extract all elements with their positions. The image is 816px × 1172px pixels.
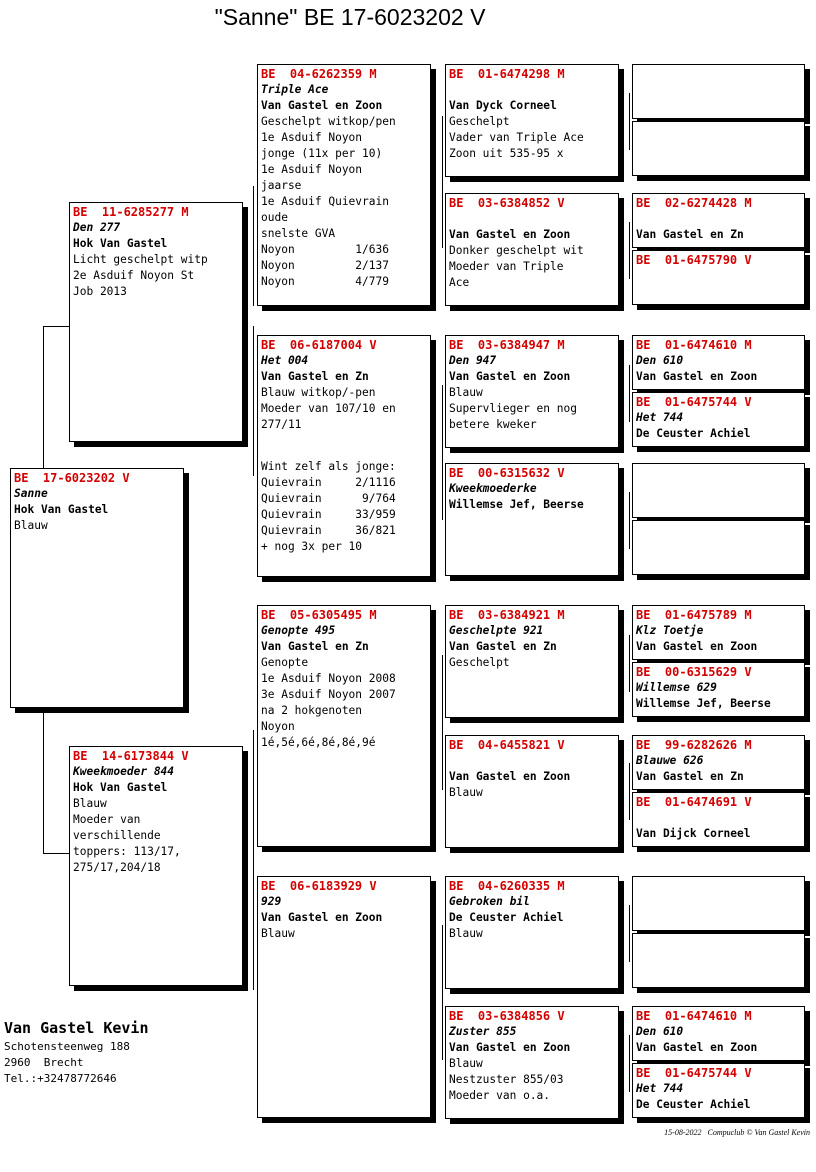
connector-line [629, 1035, 630, 1092]
pigeon-card-gen5[interactable] [632, 1063, 805, 1118]
pigeon-name [636, 211, 801, 227]
pigeon-card-gen5[interactable] [632, 64, 805, 119]
ring-number: BE 02-6274428 M [636, 196, 752, 210]
pigeon-detail: 3e Asduif Noyon 2007 [261, 688, 396, 701]
pigeon-card-fmm[interactable] [445, 463, 619, 576]
pigeon-detail: Moeder van [73, 813, 141, 826]
connector-line [629, 222, 630, 279]
pigeon-detail: jonge (11x per 10) [261, 147, 383, 160]
pigeon-card-gen5[interactable] [632, 735, 805, 790]
pigeon-detail: Nestzuster 855/03 [449, 1073, 564, 1086]
pigeon-detail: 2e Asduif Noyon St [73, 269, 195, 282]
pigeon-owner: De Ceuster Achiel [636, 1098, 751, 1111]
pigeon-detail: 1é,5é,6é,8é,8é,9é [261, 736, 376, 749]
pigeon-name: 929 [261, 895, 282, 908]
pigeon-card-subject[interactable] [10, 468, 184, 708]
pigeon-name [636, 810, 801, 826]
pigeon-detail: Job 2013 [73, 285, 127, 298]
pigeon-detail: Blauw [261, 927, 295, 940]
pigeon-detail: Noyon [261, 720, 295, 733]
pigeon-card-gen5[interactable] [632, 605, 805, 660]
pigeon-name [449, 211, 615, 227]
pigeon-owner: Hok Van Gastel [73, 237, 168, 250]
pigeon-detail: Quievrain 33/959 [261, 508, 396, 521]
pigeon-name [449, 82, 615, 98]
ring-number: BE 01-6475789 M [636, 608, 752, 622]
ring-number: BE 04-6455821 V [449, 738, 565, 752]
pigeon-detail: Blauw [73, 797, 107, 810]
pigeon-detail: Ace [449, 276, 470, 289]
ring-number: BE 01-6474610 M [636, 338, 752, 352]
pigeon-owner: Van Gastel en Zoon [636, 1041, 758, 1054]
pigeon-owner: Van Dyck Corneel [449, 99, 557, 112]
ring-number: BE 03-6384856 V [449, 1009, 565, 1023]
ring-number: BE 03-6384947 M [449, 338, 565, 352]
ring-number: BE 03-6384921 M [449, 608, 565, 622]
pigeon-detail: + nog 3x per 10 [261, 540, 363, 553]
pigeon-card-mmf[interactable] [445, 876, 619, 989]
pigeon-card-gen5[interactable] [632, 463, 805, 518]
ring-number: BE 04-6262359 M [261, 67, 377, 81]
connector-line [629, 93, 630, 150]
pigeon-owner: Van Gastel en Zn [449, 640, 557, 653]
pigeon-card-father[interactable] [69, 202, 243, 442]
pigeon-detail: Blauw [449, 1057, 483, 1070]
pigeon-card-gen5[interactable] [632, 121, 805, 176]
pigeon-name: Geschelpte 921 [449, 624, 544, 637]
pigeon-detail: oude [261, 211, 288, 224]
pigeon-owner: Willemse Jef, Beerse [636, 697, 771, 710]
pigeon-detail: Blauw [449, 927, 483, 940]
pigeon-name: Genopte 495 [261, 624, 336, 637]
pigeon-detail: toppers: 113/17, [73, 845, 181, 858]
breeder-info [4, 1017, 149, 1087]
ring-number: BE 11-6285277 M [73, 205, 189, 219]
pigeon-card-mmm[interactable] [445, 1006, 619, 1119]
pigeon-detail: 1e Asduif Noyon [261, 131, 363, 144]
pigeon-detail: Noyon 2/137 [261, 259, 389, 272]
pigeon-detail: na 2 hokgenoten [261, 704, 363, 717]
pigeon-detail: 1e Asduif Noyon [261, 163, 363, 176]
pigeon-detail: betere kweker [449, 418, 537, 431]
pigeon-card-ffm[interactable] [445, 193, 619, 306]
pigeon-name: Den 610 [636, 1025, 684, 1038]
pigeon-name: Kweekmoeder 844 [73, 765, 175, 778]
pigeon-card-mf[interactable] [257, 605, 431, 847]
pigeon-card-gen5[interactable] [632, 335, 805, 390]
pigeon-detail: Supervlieger en nog [449, 402, 577, 415]
connector-line [442, 116, 443, 248]
connector-line [629, 905, 630, 962]
ring-number: BE 03-6384852 V [449, 196, 565, 210]
pigeon-detail: Geschelpt witkop/pen [261, 115, 396, 128]
connector-line [629, 365, 630, 422]
pigeon-owner: Van Gastel en Zn [261, 640, 369, 653]
pigeon-detail: Quievrain 2/1116 [261, 476, 396, 489]
pigeon-card-gen5[interactable] [632, 662, 805, 717]
footer-note: 15-08-2022 Compuclub © Van Gastel Kevin [664, 1128, 810, 1137]
connector-line [253, 730, 254, 860]
pigeon-owner: Hok Van Gastel [14, 503, 109, 516]
ring-number: BE 17-6023202 V [14, 471, 130, 485]
breeder-phone: Tel.:+32478772646 [4, 1072, 117, 1085]
pigeon-card-fff[interactable] [445, 64, 619, 177]
pigeon-detail: Geschelpt [449, 115, 510, 128]
pigeon-detail: verschillende [73, 829, 161, 842]
ring-number: BE 00-6315629 V [636, 665, 752, 679]
pigeon-card-gen5[interactable] [632, 392, 805, 447]
pigeon-detail: Wint zelf als jonge: [261, 460, 396, 473]
pigeon-card-fm[interactable] [257, 335, 431, 577]
ring-number: BE 01-6475744 V [636, 395, 752, 409]
pigeon-name: Kweekmoederke [449, 482, 537, 495]
pigeon-detail: Blauw witkop/-pen [261, 386, 376, 399]
connector-line [43, 709, 44, 853]
pigeon-card-mm[interactable] [257, 876, 431, 1118]
pigeon-detail: Blauw [449, 386, 483, 399]
pigeon-card-gen5[interactable] [632, 193, 805, 248]
pigeon-detail: Moeder van 107/10 en [261, 402, 396, 415]
pigeon-detail: 277/11 [261, 418, 302, 431]
ring-number: BE 05-6305495 M [261, 608, 377, 622]
pigeon-name: Klz Toetje [636, 624, 704, 637]
pigeon-detail: Quievrain 9/764 [261, 492, 396, 505]
ring-number: BE 01-6474298 M [449, 67, 565, 81]
breeder-city: 2960 Brecht [4, 1056, 84, 1069]
pigeon-detail: 1e Asduif Quievrain [261, 195, 389, 208]
ring-number: BE 01-6474610 M [636, 1009, 752, 1023]
connector-line [253, 326, 254, 476]
pigeon-detail: 1e Asduif Noyon 2008 [261, 672, 396, 685]
pigeon-card-gen5[interactable] [632, 792, 805, 847]
pigeon-owner: Van Dijck Corneel [636, 827, 751, 840]
pigeon-name: Gebroken bil [449, 895, 530, 908]
pigeon-owner: Van Gastel en Zn [636, 228, 744, 241]
connector-line [629, 492, 630, 549]
pigeon-name: Den 277 [73, 221, 121, 234]
pigeon-detail: snelste GVA [261, 227, 336, 240]
pigeon-name: Willemse 629 [636, 681, 717, 694]
ring-number: BE 14-6173844 V [73, 749, 189, 763]
pigeon-detail: 275/17,204/18 [73, 861, 161, 874]
pigeon-owner: De Ceuster Achiel [636, 427, 751, 440]
page-title: "Sanne" BE 17-6023202 V [214, 4, 486, 30]
pigeon-detail: Noyon 4/779 [261, 275, 389, 288]
connector-line [629, 763, 630, 820]
pigeon-name: Den 947 [449, 354, 497, 367]
pigeon-name: Den 610 [636, 354, 684, 367]
ring-number: BE 01-6475790 V [636, 253, 752, 267]
pigeon-detail: Moeder van o.a. [449, 1089, 551, 1102]
ring-number: BE 01-6475744 V [636, 1066, 752, 1080]
breeder-name: Van Gastel Kevin [4, 1019, 149, 1037]
pigeon-owner: Van Gastel en Zoon [449, 1041, 571, 1054]
pigeon-detail: Geschelpt [449, 656, 510, 669]
pigeon-detail: Blauw [449, 786, 483, 799]
pigeon-owner: Willemse Jef, Beerse [449, 498, 584, 511]
connector-line [442, 655, 443, 790]
ring-number: BE 04-6260335 M [449, 879, 565, 893]
pigeon-card-gen5[interactable] [632, 876, 805, 931]
pigeon-name [449, 753, 615, 769]
ring-number: BE 06-6187004 V [261, 338, 377, 352]
pigeon-owner: Van Gastel en Zn [636, 770, 744, 783]
ring-number: BE 01-6474691 V [636, 795, 752, 809]
pigeon-owner: Van Gastel en Zoon [449, 770, 571, 783]
pigeon-detail [261, 433, 427, 449]
connector-line [442, 925, 443, 1060]
connector-line [43, 326, 44, 469]
pigeon-card-mff[interactable] [445, 605, 619, 718]
ring-number: BE 99-6282626 M [636, 738, 752, 752]
pigeon-name: Blauwe 626 [636, 754, 704, 767]
pigeon-card-mfm[interactable] [445, 735, 619, 848]
pigeon-owner: Van Gastel en Zoon [449, 370, 571, 383]
pigeon-detail: jaarse [261, 179, 302, 192]
pigeon-owner: Van Gastel en Zoon [636, 370, 758, 383]
pigeon-owner: Van Gastel en Zoon [449, 228, 571, 241]
pigeon-detail: Vader van Triple Ace [449, 131, 584, 144]
pigeon-detail: Moeder van Triple [449, 260, 564, 273]
pigeon-name: Zuster 855 [449, 1025, 517, 1038]
pigeon-detail: Donker geschelpt wit [449, 244, 584, 257]
pigeon-detail: Genopte [261, 656, 309, 669]
pigeon-card-mother[interactable] [69, 746, 243, 986]
pigeon-detail: Zoon uit 535-95 x [449, 147, 564, 160]
pigeon-owner: Van Gastel en Zn [261, 370, 369, 383]
connector-line [629, 635, 630, 692]
pigeon-card-fmf[interactable] [445, 335, 619, 448]
connector-line [253, 186, 254, 306]
breeder-address: Schotensteenweg 188 [4, 1040, 130, 1053]
pigeon-name: Het 744 [636, 411, 684, 424]
pigeon-owner: Van Gastel en Zoon [261, 911, 383, 924]
pigeon-card-gen5[interactable] [632, 1006, 805, 1061]
pigeon-owner: Van Gastel en Zoon [261, 99, 383, 112]
connector-line [253, 860, 254, 990]
pigeon-owner: Van Gastel en Zoon [636, 640, 758, 653]
pigeon-name: Het 004 [261, 354, 309, 367]
pigeon-detail: Licht geschelpt witp [73, 253, 208, 266]
pigeon-detail: Noyon 1/636 [261, 243, 389, 256]
connector-line [43, 853, 70, 854]
pigeon-name: Triple Ace [261, 83, 329, 96]
pigeon-owner: Hok Van Gastel [73, 781, 168, 794]
pigeon-owner: De Ceuster Achiel [449, 911, 564, 924]
pigeon-card-gen5[interactable] [632, 520, 805, 575]
pigeon-detail: Blauw [14, 519, 48, 532]
pigeon-detail: Quievrain 36/821 [261, 524, 396, 537]
pigeon-card-gen5[interactable] [632, 250, 805, 305]
connector-line [43, 326, 70, 327]
ring-number: BE 00-6315632 V [449, 466, 565, 480]
pigeon-name: Sanne [14, 487, 48, 500]
connector-line [442, 385, 443, 520]
pigeon-card-ff[interactable] [257, 64, 431, 306]
pigeon-card-gen5[interactable] [632, 933, 805, 988]
pigeon-name: Het 744 [636, 1082, 684, 1095]
ring-number: BE 06-6183929 V [261, 879, 377, 893]
